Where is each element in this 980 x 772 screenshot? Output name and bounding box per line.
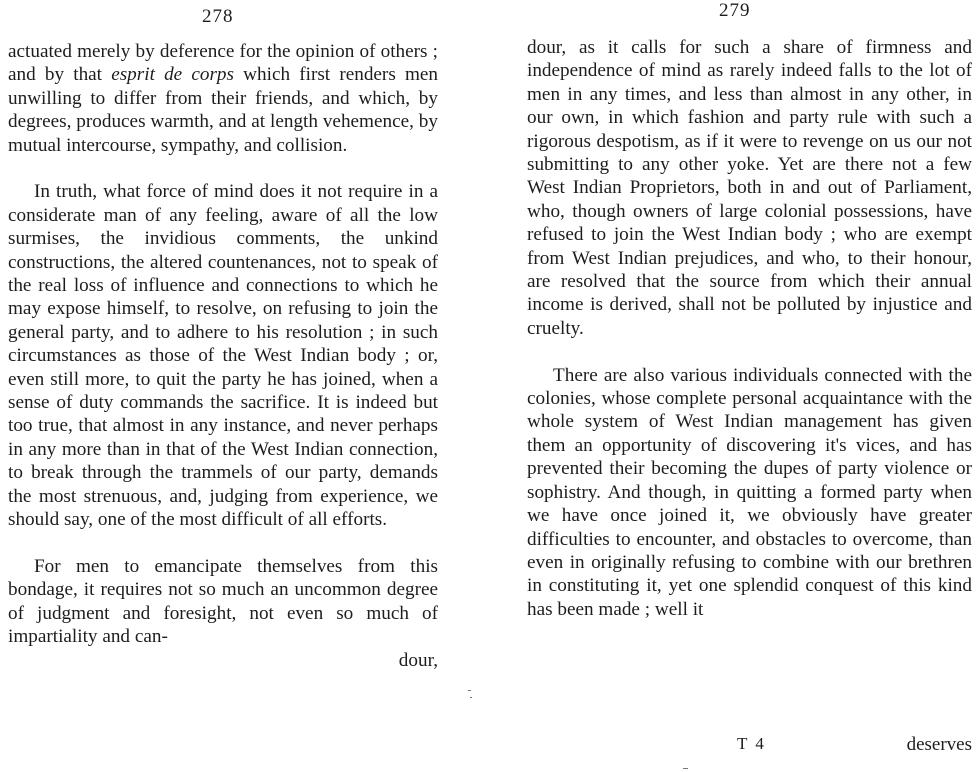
page-body [8,40,438,672]
page-number: 279 [719,0,751,21]
page-body [527,36,972,621]
paragraph [8,555,438,672]
paragraph: In truth, what force of mind does it not require in a considerate man of any feeling, aware of all the low surmises, the invidious comments, the unkind constructions, the altered countenances, not to speak of the real loss of influence and connections to which he may expose himself, to resolve, on refusing to join the general party, and to adhere to his resolution ; in such circumstances as those of the West Indian body ; or, even still more, to quit the party he has joined, when a sense of duty commands the sacrifice. It is indeed but too true, that almost in any instance, and never perhaps in any more than in that of the West Indian connection, to break through the trammels of our party, demands the most strenuous, and, judging from experience, we should say, one of the most difficult of all efforts. [8,181,438,531]
paragraph: There are also various individuals connected with the colonies, whose complete personal acquaintance with the whole system of West Indian management has given them an opportunity of discovering it's vices, and has prevented their becoming the dupes of party violence or sophistry. And though, in quitting a formed party when we have once joined it, we obviously have greater difficulties to encounter, and obstacles to overcome, than even in originally refusing to combine with our brethren in constituting it, yet one splendid conquest of this kind has been made ; well it [527,364,972,620]
text-run: For men to emancipate themselves from this bondage, it requires not so much an uncommon degree of judgment and foresight, not even so much of impartiality and can- [8,555,438,648]
text-run: which first renders men unwilling to differ from their friends, and which, by degrees, produces warmth, and at length vehemence, by mutual intercourse, sympathy, and collision. [8,64,438,156]
page-number: 278 [202,6,234,27]
catchword: deserves [906,734,972,755]
signature-mark: T 4 [737,734,766,753]
left-page [8,0,438,772]
ink-speck [683,768,688,769]
text-run: actuated merely by deference for the opinion of others ; and by that [8,41,438,86]
paragraph: dour, as it calls for such a share of firmness and independence of mind as rarely indeed falls to the lot of men in any times, and less than almost in any other, in our own, in which fashion and party rule with such a rigorous despotism, as if it were to revenge on us our not submitting to any other yoke. Yet are there not a few West Indian Proprietors, both in and out of Parliament, who, though owners of large colonial possessions, have refused to join the West Indian body ; who are exempt from West Indian prejudices, and who, to their honour, are resolved that the source from which their annual income is derived, shall not be polluted by injustice and cruelty. [527,37,972,339]
ink-speck [468,690,471,691]
hanging-word: dour, [398,649,438,671]
paragraph [8,40,438,157]
ink-speck [470,697,472,698]
right-page [527,0,972,772]
italic-phrase: esprit de corps [111,64,234,86]
